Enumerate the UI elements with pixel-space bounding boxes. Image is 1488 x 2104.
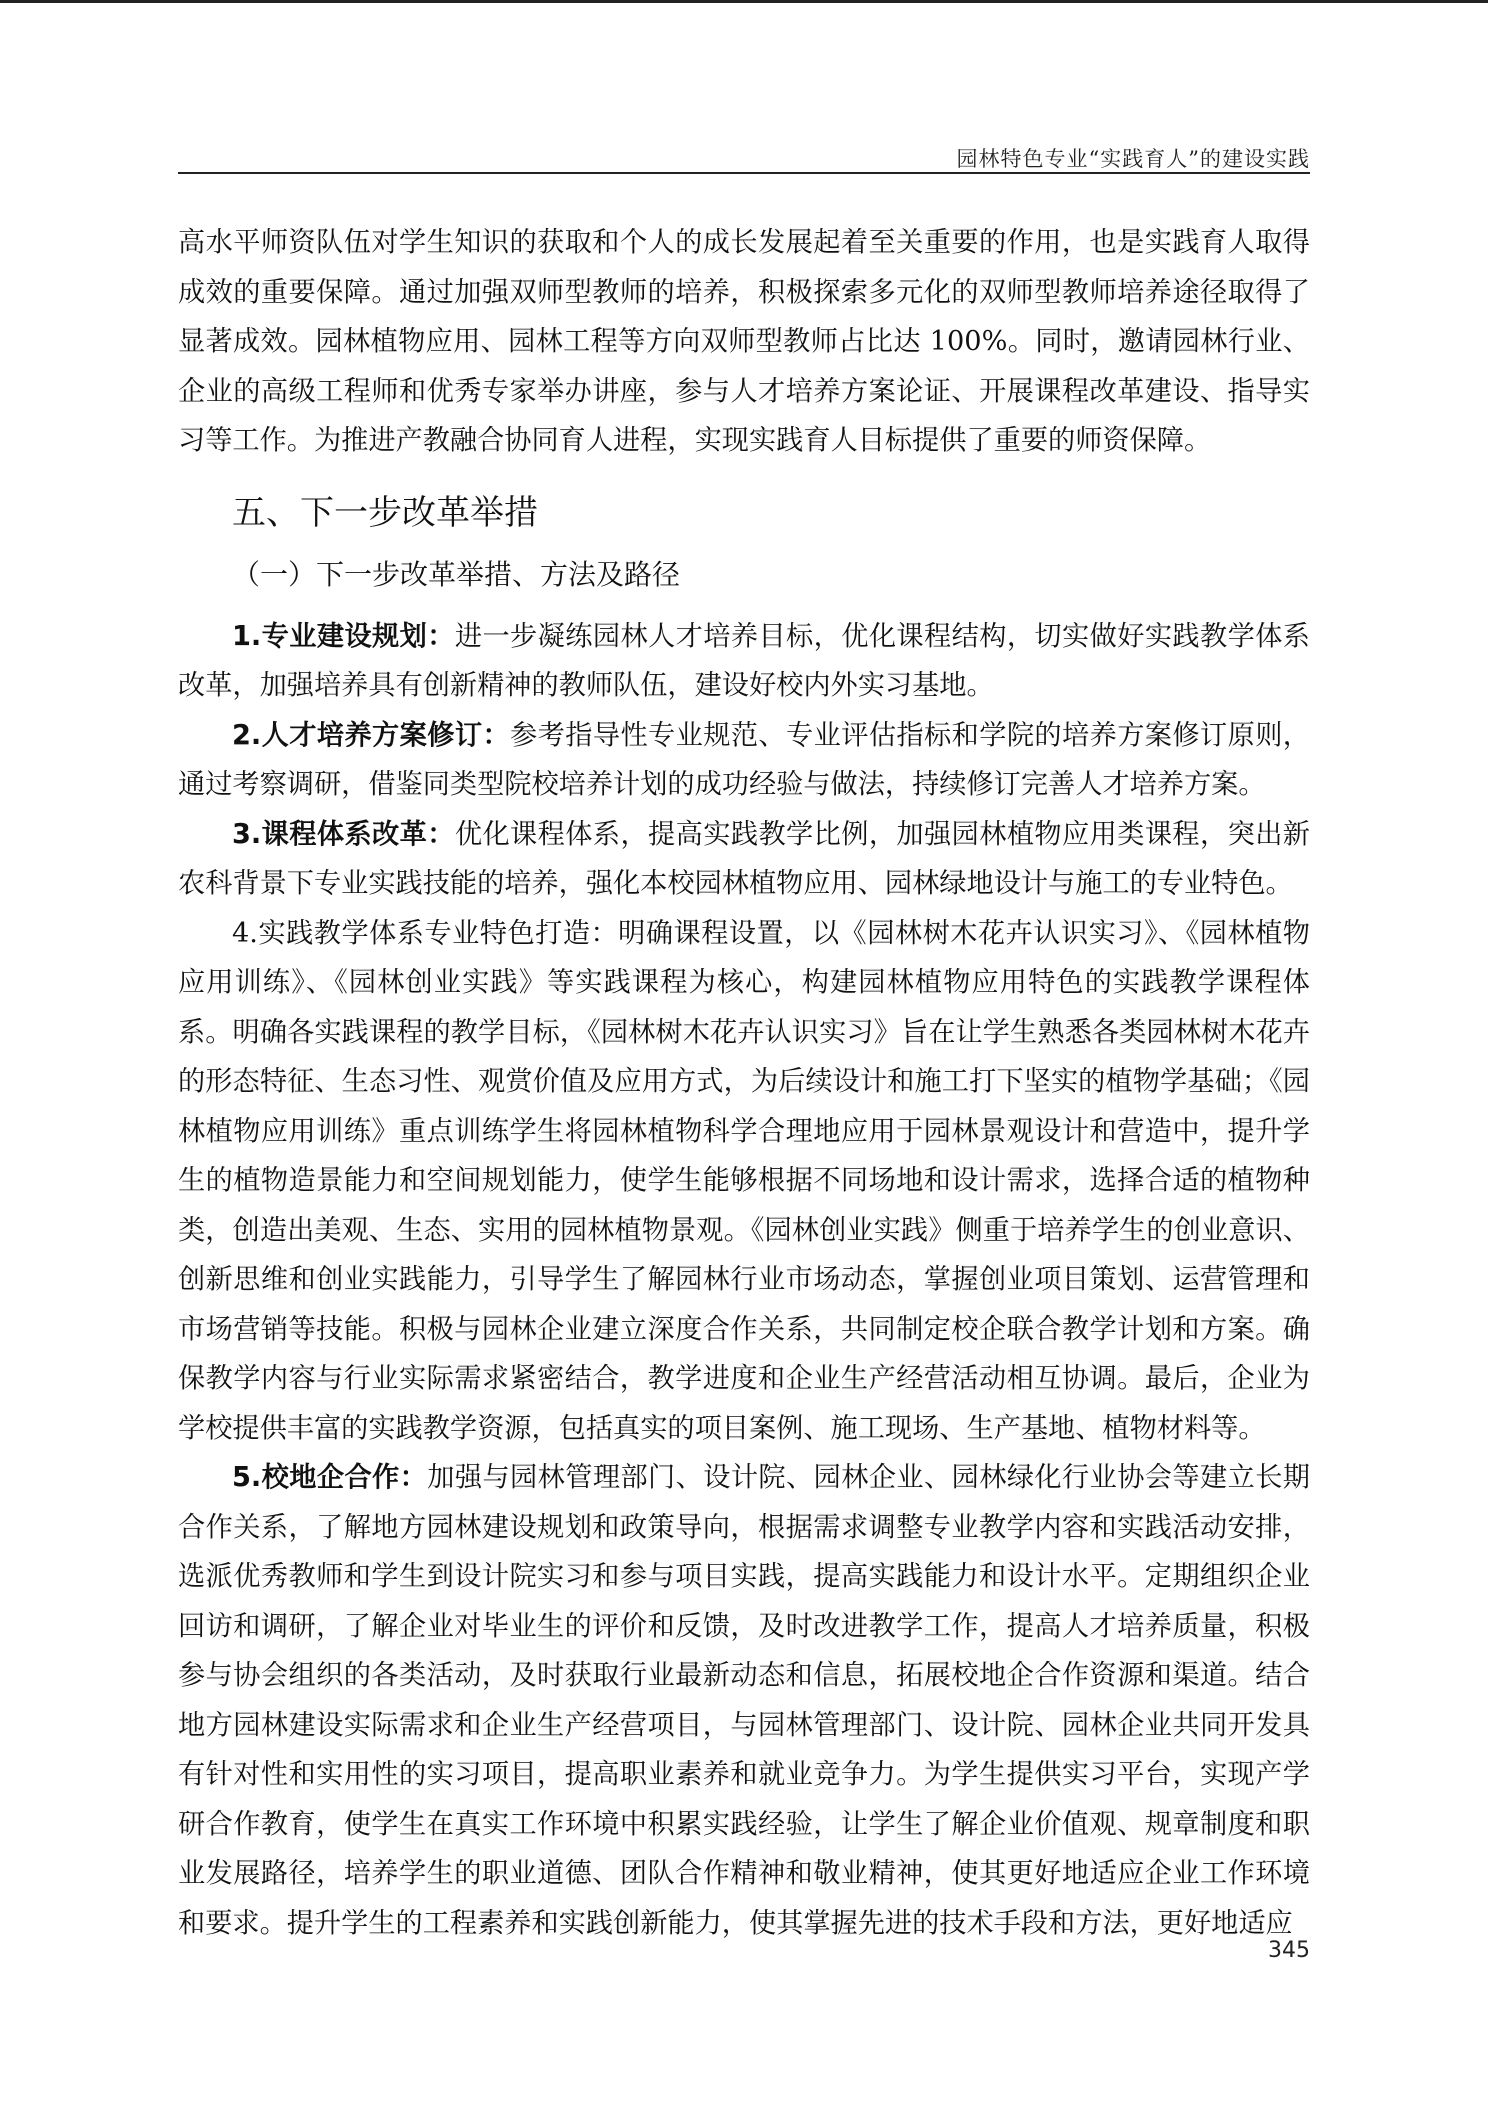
item-lead-5: 5.校地企合作： [232, 1462, 428, 1493]
intro-paragraph: 高水平师资队伍对学生知识的获取和个人的成长发展起着至关重要的作用，也是实践育人取得成效的重要保障。通过加强双师型教师的培养，积极探索多元化的双师型教师培养途径取得了显著成效。园林植物应用、园林工程等方向双师型教师占比达 100%。同时，邀请园林行业、企业的高级工程师和优秀专家举办讲座，参与人才培养方案论证、开展课程改革建设、指导实习等工作。为推进产教融合协同育人进程，实现实践育人目标提供了重要的师资保障。 [178, 227, 1310, 456]
item-text-4: 4.实践教学体系专业特色打造：明确课程设置，以《园林树木花卉认识实习》、《园林植物应用训练》、《园林创业实践》等实践课程为核心，构建园林植物应用特色的实践教学课程体系。明确各实践课程的教学目标，《园林树木花卉认识实习》旨在让学生熟悉各类园林树木花卉的形态特征、生态习性、观赏价值及应用方式，为后续设计和施工打下坚实的植物学基础；《园林植物应用训练》重点训练学生将园林植物科学合理地应用于园林景观设计和营造中，提升学生的植物造景能力和空间规划能力，使学生能够根据不同场地和设计需求，选择合适的植物种类，创造出美观、生态、实用的园林植物景观。《园林创业实践》侧重于培养学生的创业意识、创新思维和创业实践能力，引导学生了解园林行业市场动态，掌握创业项目策划、运营管理和市场营销等技能。积极与园林企业建立深度合作关系，共同制定校企联合教学计划和方案。确保教学内容与行业实际需求紧密结合，教学进度和企业生产经营活动相互协调。最后，企业为学校提供丰富的实践教学资源，包括真实的项目案例、施工现场、生产基地、植物材料等。 [178, 917, 1310, 1444]
body-text [178, 218, 1310, 1948]
item-text-2: 参考指导性专业规范、专业评估指标和学院的培养方案修订原则，通过考察调研，借鉴同类型院校培养计划的成功经验与做法，持续修订完善人才培养方案。 [178, 719, 1310, 800]
item-lead-3: 3.课程体系改革： [232, 818, 455, 850]
item-paragraph-5 [178, 1453, 1310, 1948]
item-text-5: 加强与园林管理部门、设计院、园林企业、园林绿化行业协会等建立长期合作关系，了解地方园林建设规划和政策导向，根据需求调整专业教学内容和实践活动安排，选派优秀教师和学生到设计院实习和参与项目实践，提高实践能力和设计水平。定期组织企业回访和调研，了解企业对毕业生的评价和反馈，及时改进教学工作，提高人才培养质量，积极参与协会组织的各类活动，及时获取行业最新动态和信息，拓展校地企合作资源和渠道。结合地方园林建设实际需求和企业生产经营项目，与园林管理部门、设计院、园林企业共同开发具有针对性和实用性的实习项目，提高职业素养和就业竞争力。为学生提供实习平台，实现产学研合作教育，使学生在真实工作环境中积累实践经验，让学生了解企业价值观、规章制度和职业发展路径，培养学生的职业道德、团队合作精神和敬业精神，使其更好地适应企业工作环境和要求。提升学生的工程素养和实践创新能力，使其掌握先进的技术手段和方法，更好地适应 [178, 1462, 1310, 1939]
item-text-3: 优化课程体系，提高实践教学比例，加强园林植物应用类课程，突出新农科背景下专业实践技能的培养，强化本校园林植物应用、园林绿地设计与施工的专业特色。 [178, 818, 1310, 899]
item-paragraph-2 [178, 711, 1310, 810]
top-border [0, 0, 1488, 3]
running-header: 园林特色专业“实践育人”的建设实践 [956, 147, 1310, 171]
item-paragraph-4 [178, 909, 1310, 1454]
item-paragraph-3 [178, 810, 1310, 909]
header-divider [178, 172, 1310, 174]
page-number: 345 [1268, 1938, 1310, 1963]
item-lead-1: 1.专业建设规划： [232, 620, 455, 652]
item-paragraph-1 [178, 612, 1310, 711]
item-text-1: 进一步凝练园林人才培养目标，优化课程结构，切实做好实践教学体系改革，加强培养具有创新精神的教师队伍，建设好校内外实习基地。 [178, 620, 1310, 701]
item-lead-2: 2.人才培养方案修订： [232, 719, 511, 751]
section-heading: 五、下一步改革举措 [232, 492, 538, 533]
subsection-heading: （一）下一步改革举措、方法及路径 [232, 557, 681, 591]
